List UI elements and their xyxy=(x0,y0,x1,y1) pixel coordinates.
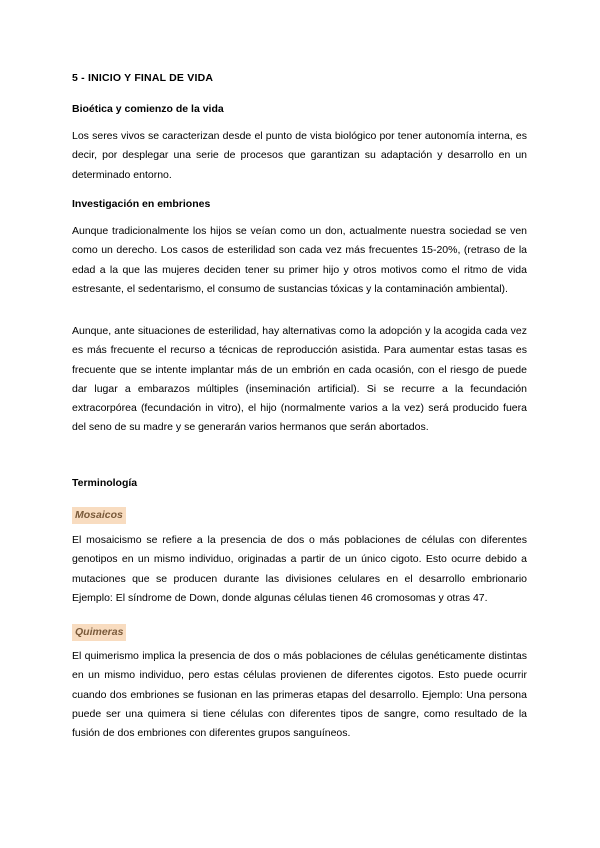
paragraph-mosaicos: El mosaicismo se refiere a la presencia de dos o más poblaciones de células con diferentes genotipos en un mismo individuo, originadas a partir de un único cigoto. Esto ocurre debido a mutaciones que se producen durante las divisiones celulares en el desarrollo embrionario Ejemplo: El síndrome de Down, donde algunas células tienen 46 cromosomas y otras 47. xyxy=(72,534,527,604)
paragraph-bioetica: Los seres vivos se caracterizan desde el punto de vista biológico por tener autonomía interna, es decir, por desplegar una serie de procesos que garantizan su adaptación y desarrollo en un determinado entorno. xyxy=(72,130,527,181)
paragraph-investigacion-1: Aunque tradicionalmente los hijos se veían como un don, actualmente nuestra sociedad se ven como un derecho. Los casos de esterilidad son cada vez más frecuentes 15-20%, (retraso de la edad a la que las mujeres deciden tener su primer hijo y otros motivos como el ritmo de vida estresante, el sedentarismo, el consumo de sustancias tóxicas y la contaminación ambiental). xyxy=(72,225,527,295)
mosaicos-label: Mosaicos xyxy=(72,507,126,524)
quimeras-label: Quimeras xyxy=(72,624,126,641)
quimeras-label-row xyxy=(72,622,527,641)
heading-investigacion: Investigación en embriones xyxy=(72,198,211,210)
mosaicos-label-row xyxy=(72,505,527,524)
heading-bioetica: Bioética y comienzo de la vida xyxy=(72,103,224,115)
paragraph-quimeras: El quimerismo implica la presencia de dos o más poblaciones de células genéticamente distintas en un mismo individuo, pero estas células provienen de diferentes cigotos. Esto puede ocurrir cuando dos embriones se fusionan en las primeras etapas del desarrollo. Ejemplo: Una persona puede ser una quimera si tiene células con diferentes tipos de sangre, como resultado de la fusión de dos embriones con diferentes grupos sanguíneos. xyxy=(72,650,527,740)
heading-terminologia: Terminología xyxy=(72,477,138,489)
section-title: 5 - INICIO Y FINAL DE VIDA xyxy=(72,72,214,84)
paragraph-investigacion-2: Aunque, ante situaciones de esterilidad, hay alternativas como la adopción y la acogida cada vez es más frecuente el recurso a técnicas de reproducción asistida. Para aumentar estas tasas es frecuente que se intente implantar más de un embrión en cada ocasión, con el riesgo de puede dar lugar a embarazos múltiples (inseminación artificial). Si se recurre a la fecundación extracorpórea (fecundación in vitro), el hijo (normalmente varios a la vez) será producido fuera del seno de su madre y se generarán varios hermanos que serán abortados. xyxy=(72,325,527,434)
